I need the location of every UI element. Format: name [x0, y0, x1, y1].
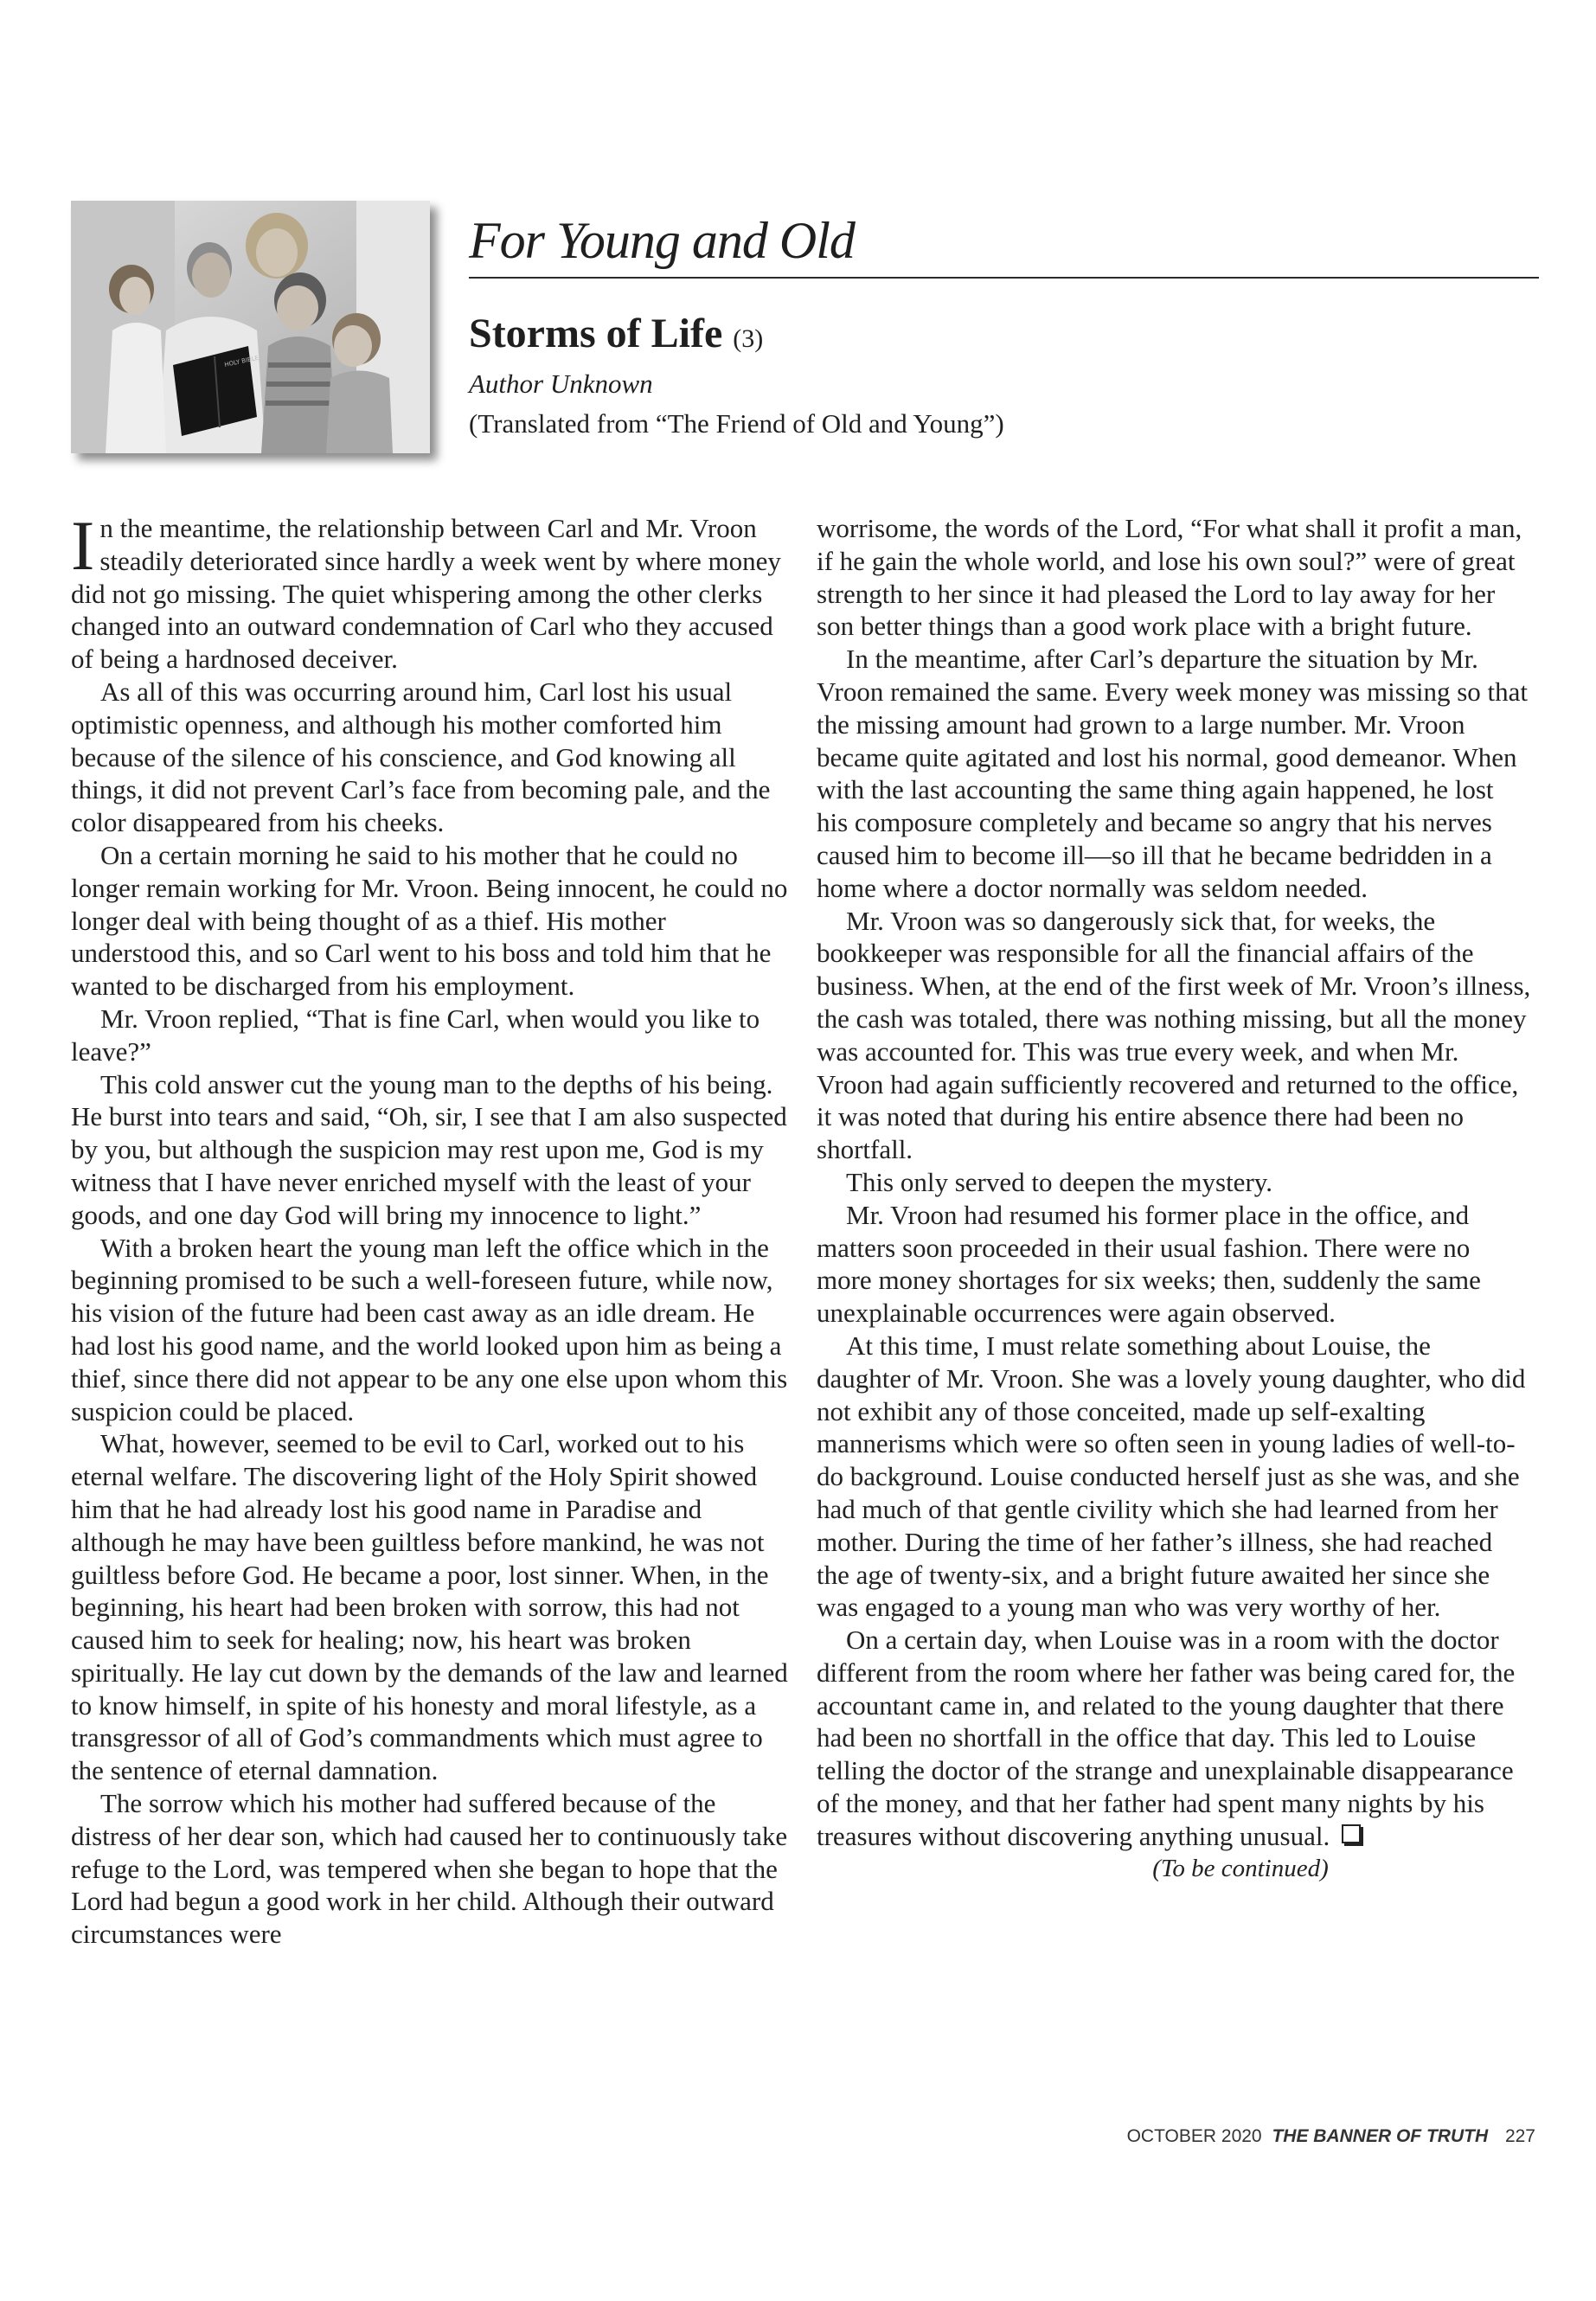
article-column-left [71, 506, 789, 1951]
publication-name: THE BANNER OF TRUTH [1272, 2126, 1489, 2146]
article-paragraph: Mr. Vroon replied, “That is fine Carl, when would you like to leave?” [71, 1003, 760, 1067]
article-column-right [817, 512, 1531, 1885]
article-paragraph: In the meantime, after Carl’s departure the situation by Mr. Vroon remained the same. Every week money was missing so that the missing amount had grown to a large number. Mr. Vroon became quite agitated and lost his normal, good demeanor. When with the last accounting the same thing again happened, he lost his composure completely and became so angry that his nerves caused him to become ill—so ill that he became bedridden in a home where a doctor normally was seldom needed. [817, 644, 1529, 903]
family-photo-illustration [71, 201, 430, 453]
article-paragraph: worrisome, the words of the Lord, “For what shall it profit a man, if he gain the whole world, and lose his own soul?” were of great strength to her since it had pleased the Lord to lay away for her son better things than a good work place with a bright future. [817, 513, 1522, 642]
family-photo [71, 201, 430, 453]
article-paragraph: With a broken heart the young man left the office which in the beginning promised to be such a well-foreseen future, while now, his vision of the future had been cast away as an idle dream. He had lost his good name, and the world looked upon him as being a thief, since there did not appear to be any one else upon whom this suspicion could be placed. [71, 1232, 788, 1426]
article-paragraph: On a certain morning he said to his mother that he could no longer remain working for Mr. Vroon. Being innocent, he could no longer deal with being thought of as a thief. His mother understood this, and so Carl went to his boss and told him that he wanted to be discharged from his employment. [71, 839, 788, 1002]
section-title: For Young and Old [469, 212, 855, 269]
paragraph-text: On a certain day, when Louise was in a room with the doctor different from the room where her father was being cared for, the accountant came in, and related to the young daughter that there had been no shortfall in the office that day. This led to Louise telling the doctor of the strange and unexplainable disappearance of the money, and that her father had spent many nights by his treasures without discovering anything unusual. [817, 1625, 1516, 1851]
translation-note: (Translated from “The Friend of Old and Young”) [469, 408, 1004, 439]
article-paragraph: As all of this was occurring around him, Carl lost his usual optimistic openness, and although his mother comforted him because of the silence of his conscience, and God knowing all things, it did not prevent Carl’s face from becoming pale, and the color disappeared from his cheeks. [71, 676, 771, 838]
author-byline: Author Unknown [469, 369, 653, 399]
article-paragraph: The sorrow which his mother had suffered because of the distress of her dear son, which had caused her to continuously take refuge to the Lord, was tempered when she began to hope that the Lord had begun a good work in her child. Although their outward circumstances were [71, 1788, 788, 1950]
article-paragraph [71, 506, 789, 676]
article-paragraph: This only served to deepen the mystery. [846, 1166, 1273, 1197]
issue-date: OCTOBER 2020 [1126, 2126, 1262, 2146]
article-paragraph [817, 1624, 1531, 1853]
paragraph-text: n the meantime, the relationship between Carl and Mr. Vroon steadily deteriorated since hardly a week went by where money did not go missing. The quiet whispering among the other clerks changed into an outward condemnation of Carl who they accused of being a hardnosed deceiver. [71, 513, 781, 675]
page-number: 227 [1504, 2126, 1535, 2146]
article-paragraph: At this time, I must relate something about Louise, the daughter of Mr. Vroon. She was a lovely young daughter, who did not exhibit any of those conceited, made up self-exalting mannerisms which were so often seen in young ladies of well-to-do background. Louise conducted herself just as she was, and she had much of that gentle civility which she had learned from her mother. During the time of her father’s illness, she had reached the age of twenty-six, and a bright future awaited her since she was engaged to a young man who was very worthy of her. [817, 1330, 1526, 1623]
article-paragraph: Mr. Vroon was so dangerously sick that, for weeks, the bookkeeper was responsible for all the financial affairs of the business. When, at the end of the first week of Mr. Vroon’s illness, the cash was totaled, there was nothing missing, but all the money was accounted for. This was true every week, and when Mr. Vroon had again sufficiently recovered and returned to the office, it was noted that during his entire absence there had been no shortfall. [817, 905, 1531, 1165]
story-part-number: (3) [733, 324, 764, 353]
article-paragraph: What, however, seemed to be evil to Carl, worked out to his eternal welfare. The discovering light of the Holy Spirit showed him that he had already lost his good name in Paradise and although he may have been guiltless before mankind, he was not guiltless before God. He became a poor, lost sinner. When, in the beginning, his heart had been broken with sorrow, this had not caused him to seek for healing; now, his heart was broken spiritually. He lay cut down by the demands of the law and learned to know himself, in spite of his honesty and moral lifestyle, as a transgressor of all of God’s commandments which must agree to the sentence of eternal damnation. [71, 1428, 788, 1786]
article-paragraph: Mr. Vroon had resumed his former place in the office, and matters soon proceeded in their usual fashion. There were no more money shortages for six weeks; then, suddenly the same unexplainable occurrences were again observed. [817, 1199, 1481, 1329]
page-footer [1127, 2126, 1535, 2147]
bible-cover-text: HOLY BIBLE [223, 354, 260, 369]
title-divider [469, 277, 1539, 279]
to-be-continued-note: (To be continued) [1152, 1854, 1329, 1882]
story-title-text: Storms of Life [469, 311, 723, 356]
end-of-article-icon [1342, 1824, 1361, 1843]
article-paragraph: This cold answer cut the young man to the depths of his being. He burst into tears and said, “Oh, sir, I see that I am also suspected by you, but although the suspicion may rest upon me, God is my witness that I have never enriched myself with the least of your goods, and one day God will bring my innocence to light.” [71, 1068, 787, 1230]
drop-cap: I [71, 506, 95, 585]
story-title [469, 311, 763, 357]
